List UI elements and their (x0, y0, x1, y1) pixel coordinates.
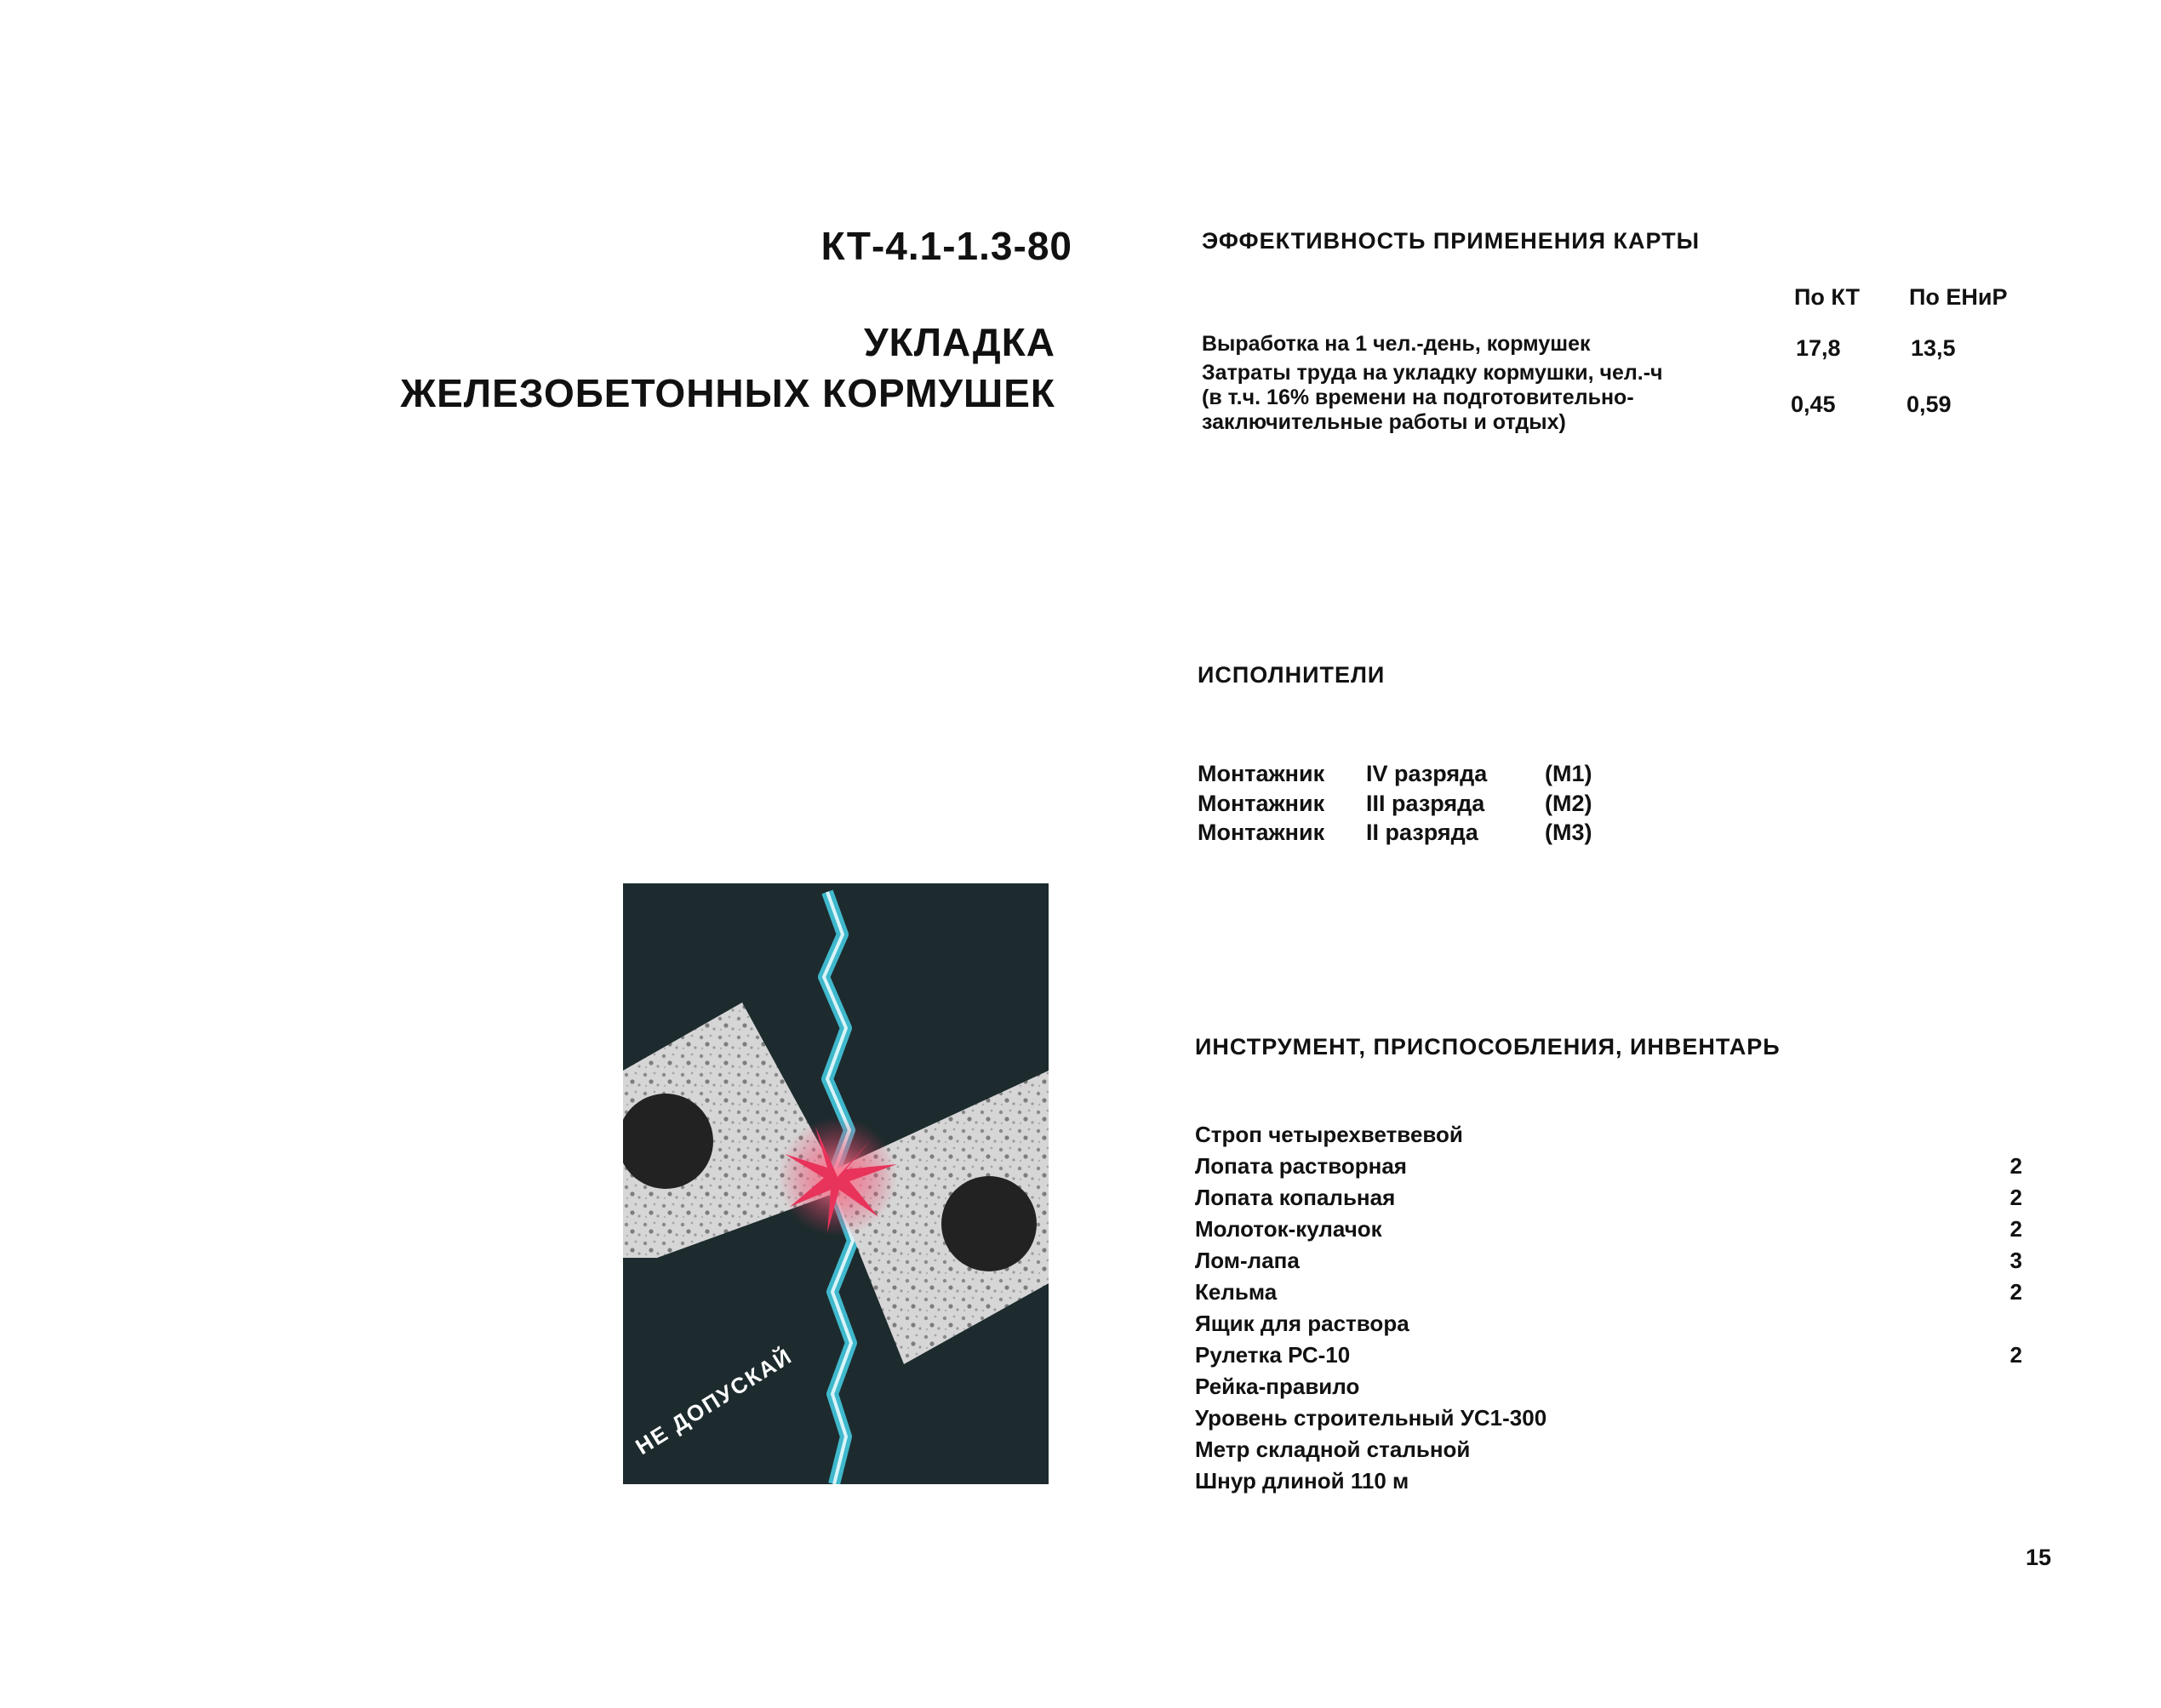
efficiency-col-kt: По КТ (1794, 284, 1861, 310)
executor-2-code: (М2) (1545, 791, 1592, 816)
tools-list (1195, 1122, 2022, 1499)
efficiency-row-2-line-2: (в т.ч. 16% времени на подготовительно- (1202, 386, 1634, 409)
tool-qty: 2 (2010, 1185, 2022, 1210)
tool-item (1195, 1216, 2022, 1248)
efficiency-row-2-line-1: Затраты труда на укладку кормушки, чел.-ч (1202, 361, 1663, 385)
tool-qty: 3 (2010, 1248, 2022, 1273)
tools-heading: ИНСТРУМЕНТ, ПРИСПОСОБЛЕНИЯ, ИНВЕНТАРЬ (1195, 1034, 1781, 1060)
efficiency-row-2-text (1202, 361, 1663, 435)
tool-name: Ящик для раствора (1195, 1311, 1409, 1336)
efficiency-row-2-enir: 0,59 (1907, 391, 1952, 417)
executor-1-code: (М1) (1545, 761, 1592, 786)
right-plate-hole (941, 1176, 1037, 1271)
tool-item (1195, 1153, 2022, 1185)
efficiency-row-1-kt: 17,8 (1796, 335, 1841, 361)
tool-item (1195, 1122, 2022, 1153)
tool-name: Уровень строительный УС1-300 (1195, 1405, 1547, 1431)
executor-2-role: Монтажник (1198, 791, 1325, 816)
tool-name: Кельма (1195, 1279, 1278, 1305)
tool-name: Рейка-правило (1195, 1374, 1360, 1399)
tool-name: Лопата растворная (1195, 1153, 1407, 1179)
executor-3-code: (М3) (1545, 820, 1592, 845)
tool-name: Лопата копальная (1195, 1185, 1396, 1210)
tool-qty: 2 (2010, 1279, 2022, 1305)
tool-name: Молоток-кулачок (1195, 1216, 1382, 1242)
tool-item (1195, 1468, 2022, 1499)
poster-caption: НЕ ДОПУСКАЙ (631, 1342, 798, 1460)
executors-heading: ИСПОЛНИТЕЛИ (1198, 662, 1386, 688)
document-code: КТ-4.1-1.3-80 (820, 224, 1072, 268)
safety-poster-illustration (623, 883, 1049, 1484)
executor-2-grade: III разряда (1366, 791, 1485, 816)
executor-1-role: Монтажник (1198, 761, 1325, 786)
efficiency-row-2-line-3: заключительные работы и отдых) (1202, 410, 1566, 434)
efficiency-row-1-enir: 13,5 (1911, 335, 1956, 361)
executor-3-role: Монтажник (1198, 820, 1325, 845)
tool-item (1195, 1279, 2022, 1311)
tool-name: Рулетка РС-10 (1195, 1342, 1351, 1368)
title-line-1: УКЛАДКА (864, 320, 1055, 364)
tool-item (1195, 1342, 2022, 1374)
title-line-2: ЖЕЛЕЗОБЕТОННЫХ КОРМУШЕК (400, 371, 1055, 415)
tool-name: Шнур длиной 110 м (1195, 1468, 1409, 1494)
document-title (255, 317, 1055, 419)
tool-name: Строп четырехветвевой (1195, 1122, 1463, 1147)
tool-qty: 2 (2010, 1342, 2022, 1368)
efficiency-row-1-text: Выработка на 1 чел.-день, кормушек (1202, 332, 1591, 356)
tool-item (1195, 1405, 2022, 1437)
tool-item (1195, 1248, 2022, 1279)
tool-item (1195, 1311, 2022, 1342)
tool-qty: 2 (2010, 1216, 2022, 1242)
tool-item (1195, 1374, 2022, 1405)
executor-3-grade: II разряда (1366, 820, 1478, 845)
efficiency-col-enir: По ЕНиР (1909, 284, 2008, 310)
tool-item (1195, 1437, 2022, 1468)
safety-poster (623, 883, 1049, 1484)
page-number: 15 (2026, 1545, 2052, 1570)
efficiency-row-2-kt: 0,45 (1791, 391, 1836, 417)
tool-name: Лом-лапа (1195, 1248, 1300, 1273)
efficiency-heading: ЭФФЕКТИВНОСТЬ ПРИМЕНЕНИЯ КАРТЫ (1202, 228, 1701, 254)
executor-1-grade: IV разряда (1366, 761, 1488, 786)
tool-item (1195, 1185, 2022, 1216)
tool-qty: 2 (2010, 1153, 2022, 1179)
tool-name: Метр складной стальной (1195, 1437, 1471, 1462)
